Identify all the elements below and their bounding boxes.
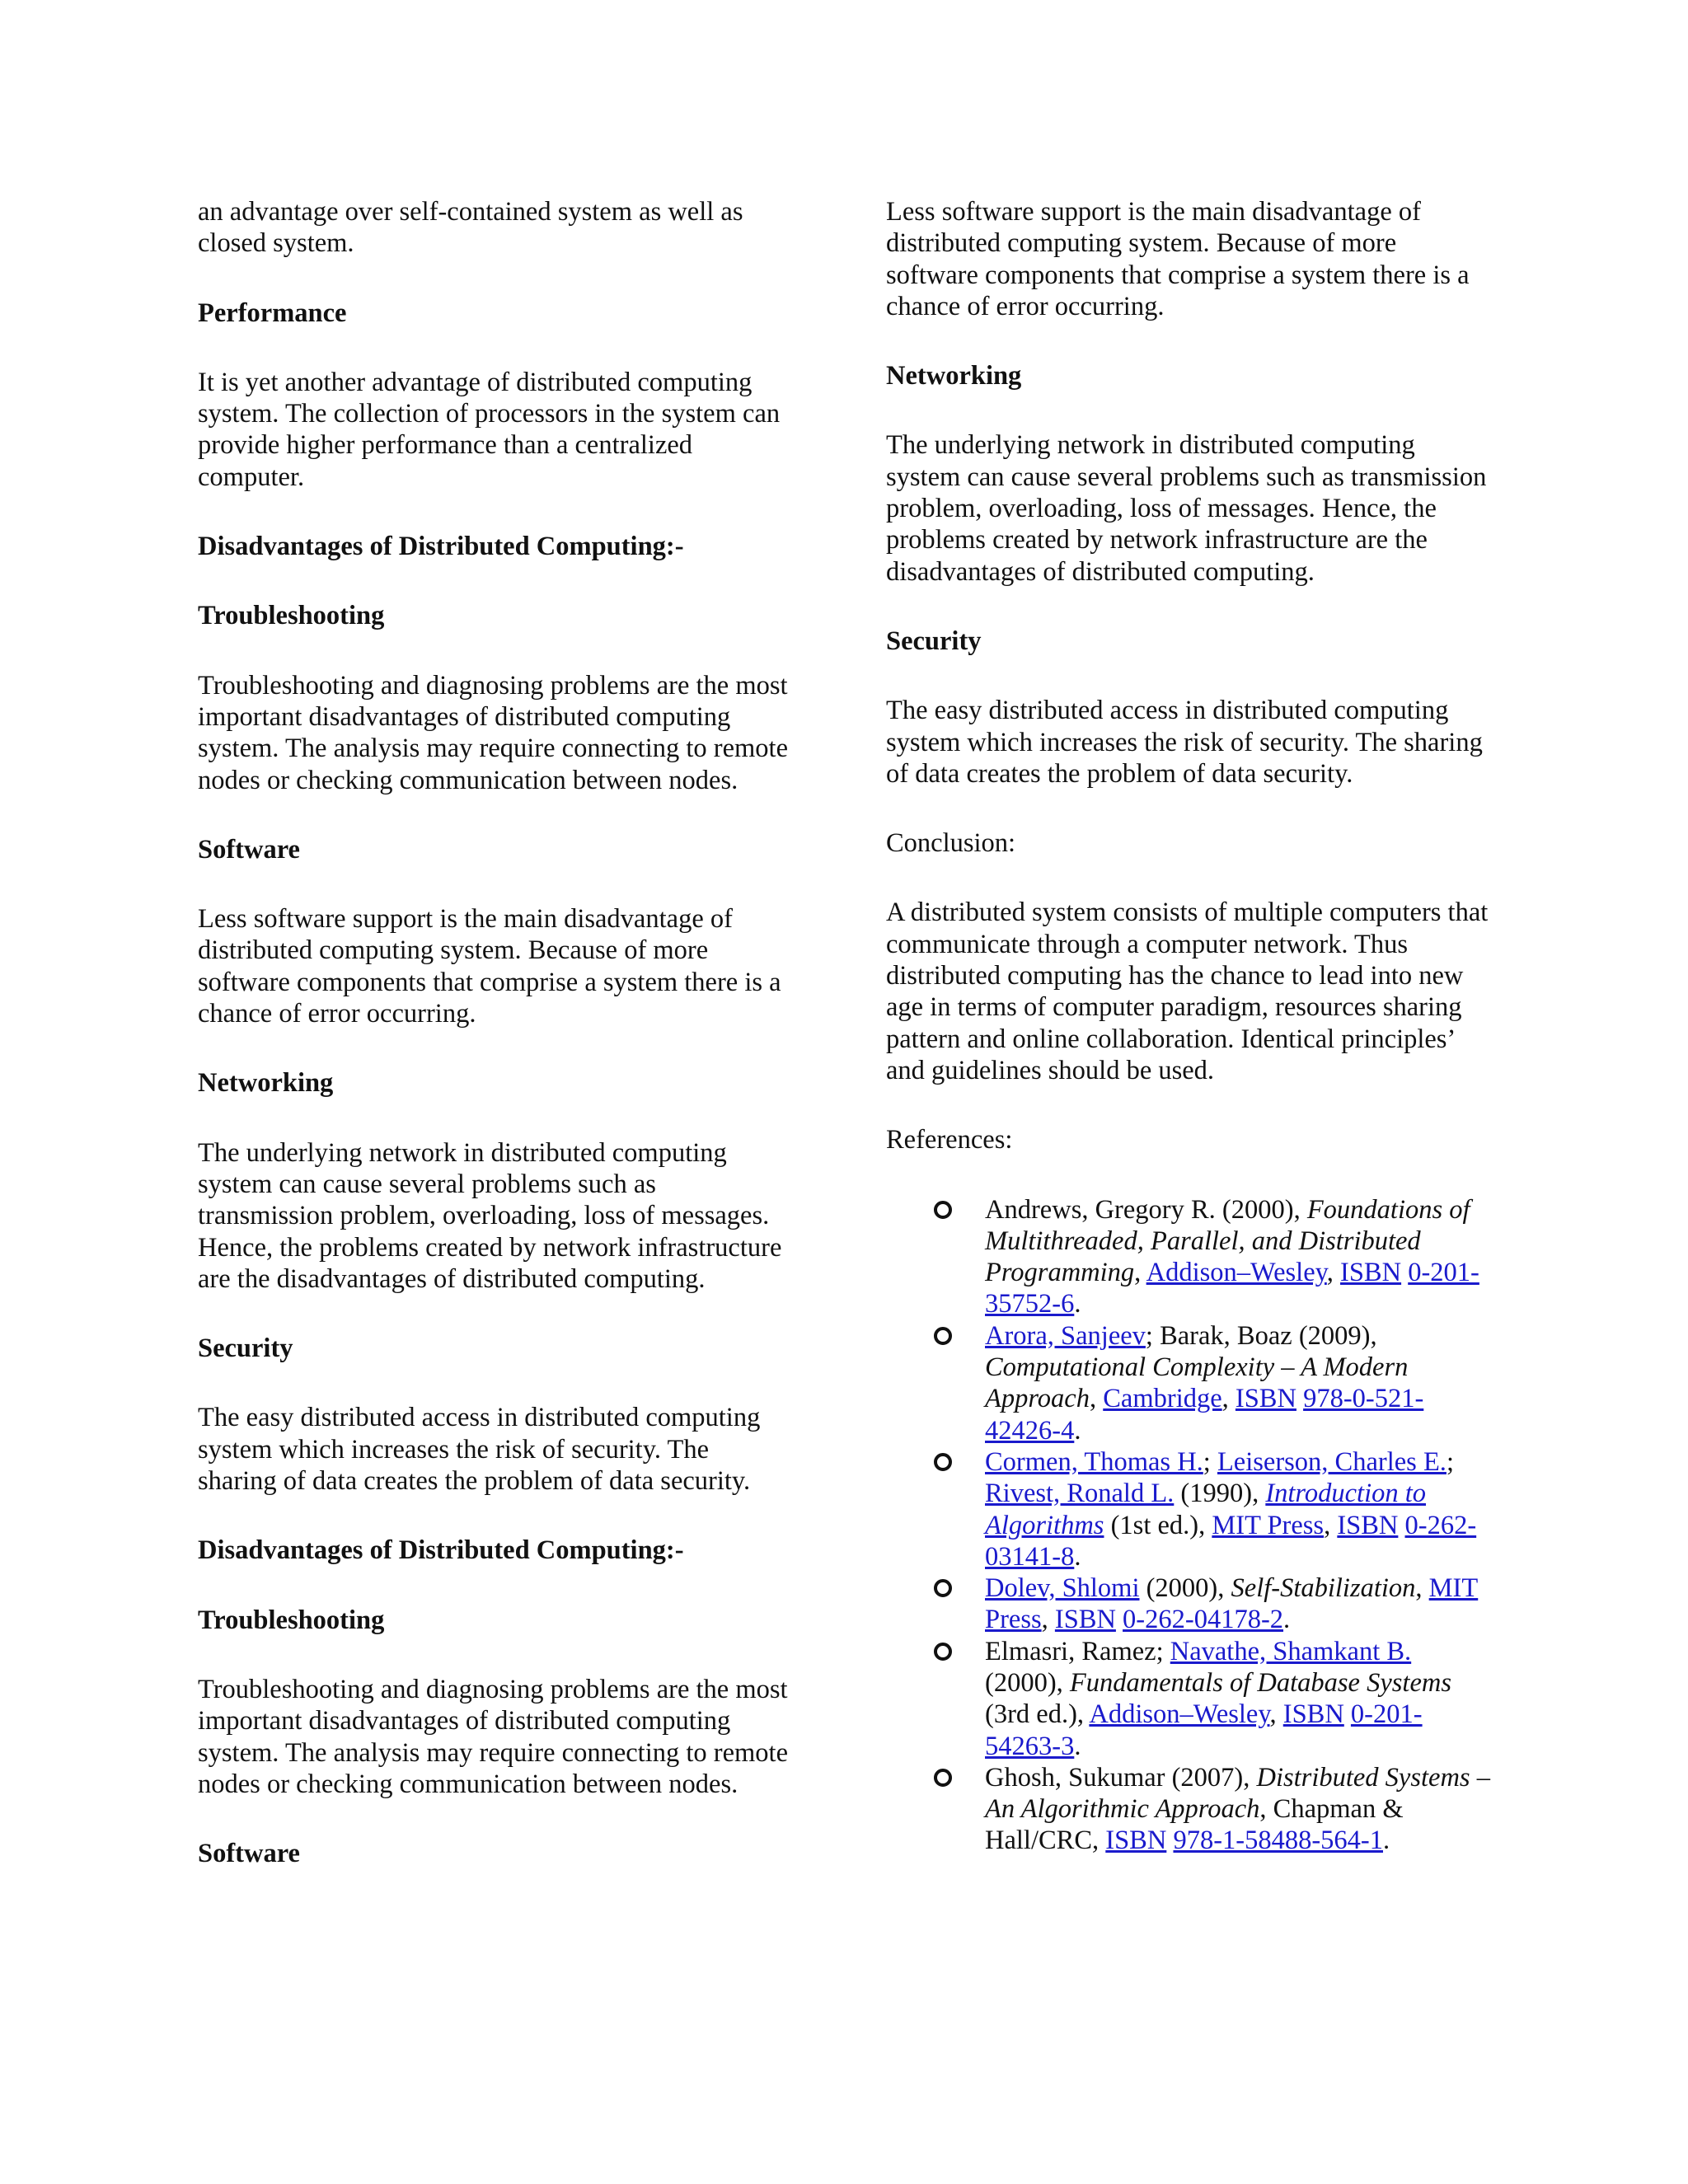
ref-author-link[interactable]: Rivest, Ronald L.	[985, 1479, 1175, 1509]
ref-publisher-link[interactable]: Addison–Wesley	[1089, 1699, 1270, 1730]
security-paragraph: The easy distributed access in distributed computing system which increases the risk of security. The sharing of data creates the problem of data security.	[198, 1403, 761, 1497]
ref-isbn-link[interactable]: 0-262-03141-8	[985, 1510, 1477, 1572]
ref-separator	[1401, 1258, 1408, 1287]
ref-separator	[1344, 1699, 1351, 1729]
ref-year: (1990),	[1174, 1479, 1266, 1509]
right-column	[886, 196, 1492, 1857]
ref-publisher-link[interactable]: Addison–Wesley	[1146, 1258, 1327, 1288]
left-column	[198, 196, 791, 1907]
security-paragraph-right: The easy distributed access in distributed computing system which increases the risk of security. The sharing of data creates the problem of data security.	[886, 696, 1483, 789]
ref-author-link[interactable]: Cormen, Thomas H.	[985, 1446, 1203, 1477]
disadvantages-heading: Disadvantages of Distributed Computing:-	[198, 532, 684, 562]
ref-isbn-label-link[interactable]: ISBN	[1337, 1510, 1399, 1540]
ref-isbn-label-link[interactable]: ISBN	[1340, 1258, 1402, 1288]
reference-item	[886, 1572, 1492, 1636]
ref-publisher-link[interactable]: Cambridge	[1103, 1384, 1222, 1414]
networking-heading: Networking	[198, 1068, 334, 1099]
reference-item	[886, 1194, 1492, 1320]
performance-heading: Performance	[198, 298, 347, 328]
security-heading-right: Security	[886, 626, 982, 656]
ref-author-link[interactable]: Leiserson, Charles E.	[1217, 1446, 1447, 1477]
ref-end: .	[1383, 1825, 1390, 1856]
ref-year: (2000),	[1139, 1573, 1231, 1604]
ref-author-link[interactable]: Arora, Sanjeev	[985, 1320, 1146, 1351]
disadvantages-heading-repeat: Disadvantages of Distributed Computing:-	[198, 1535, 684, 1566]
networking-paragraph-right: The underlying network in distributed computing system can cause several problems such as transmission problem, overloading, loss of messages. Hence, the problems created by network infrastructure are the disadvantages of distributed computing.	[886, 430, 1487, 587]
ref-isbn-label-link[interactable]: ISBN	[1054, 1605, 1116, 1635]
ref-title: Distributed Systems – An Algorithmic Approach	[985, 1762, 1490, 1825]
troubleshooting-heading: Troubleshooting	[198, 601, 385, 631]
ref-separator: ,	[1221, 1384, 1236, 1414]
ref-isbn-link[interactable]: 0-262-04178-2	[1123, 1605, 1284, 1635]
conclusion-label: Conclusion:	[886, 828, 1016, 859]
references-list	[886, 1194, 1492, 1857]
ref-separator	[1116, 1605, 1123, 1634]
circle-bullet-icon	[934, 1579, 952, 1597]
circle-bullet-icon	[934, 1643, 952, 1661]
ref-title: Self-Stabilization	[1231, 1573, 1416, 1604]
ref-separator	[1398, 1511, 1404, 1540]
ref-author-rest: ; Barak, Boaz (2009),	[1145, 1320, 1377, 1351]
ref-author-link[interactable]: Dolev, Shlomi	[985, 1573, 1140, 1604]
ref-separator: ;	[1203, 1446, 1217, 1477]
troubleshooting-heading-repeat: Troubleshooting	[198, 1605, 385, 1635]
software-paragraph-continued: Less software support is the main disadvantage of distributed computing system. Because of more software components that comprise a system there is a chance of error occurring.	[886, 197, 1470, 321]
reference-item	[886, 1446, 1492, 1572]
security-heading: Security	[198, 1333, 293, 1364]
ref-separator: ;	[1446, 1446, 1454, 1477]
networking-paragraph: The underlying network in distributed computing system can cause several problems such as transmission problem, overloading, loss of messages. Hence, the problems created by network infrastructure are the disadvantages of distributed computing.	[198, 1137, 782, 1294]
software-heading: Software	[198, 834, 300, 865]
troubleshooting-paragraph: Troubleshooting and diagnosing problems are the most important disadvantages of distributed computing system. The analysis may require connecting to remote nodes or checking communication between nodes.	[198, 670, 788, 795]
ref-title: Fundamentals of Database Systems	[1069, 1667, 1451, 1698]
troubleshooting-paragraph-repeat: Troubleshooting and diagnosing problems are the most important disadvantages of distributed computing system. The analysis may require connecting to remote nodes or checking communication between nodes.	[198, 1674, 788, 1799]
ref-publisher-link[interactable]: MIT Press	[1212, 1510, 1325, 1540]
ref-publisher: , Chapman & Hall/CRC,	[985, 1794, 1404, 1856]
ref-end: .	[1074, 1541, 1081, 1572]
ref-title: Computational Complexity – A Modern Approach	[985, 1352, 1409, 1414]
performance-paragraph: It is yet another advantage of distributed computing system. The collection of processors in the system can provide higher performance than a centralized computer.	[198, 367, 781, 492]
software-paragraph: Less software support is the main disadvantage of distributed computing system. Because of more software components that comprise a system there is a chance of error occurring.	[198, 904, 781, 1029]
ref-author: Andrews, Gregory R. (2000),	[985, 1194, 1307, 1225]
ref-isbn-link[interactable]: 0-201-54263-3	[985, 1699, 1423, 1761]
reference-item	[886, 1762, 1492, 1857]
networking-heading-right: Networking	[886, 361, 1022, 391]
ref-isbn-link[interactable]: 978-0-521-42426-4	[985, 1384, 1424, 1446]
ref-isbn-label-link[interactable]: ISBN	[1105, 1825, 1167, 1856]
ref-isbn-label-link[interactable]: ISBN	[1282, 1699, 1344, 1730]
ref-separator: ,	[1089, 1384, 1104, 1414]
circle-bullet-icon	[934, 1327, 952, 1345]
ref-isbn-link[interactable]: 0-201-35752-6	[985, 1258, 1479, 1319]
ref-isbn-link[interactable]: 978-1-58488-564-1	[1173, 1825, 1383, 1856]
circle-bullet-icon	[934, 1453, 952, 1471]
circle-bullet-icon	[934, 1769, 952, 1787]
ref-separator	[1296, 1384, 1303, 1413]
ref-separator: ,	[1326, 1258, 1341, 1288]
ref-year: (2000),	[985, 1667, 1070, 1698]
ref-separator: ,	[1415, 1573, 1429, 1604]
references-label: References:	[886, 1125, 1013, 1155]
conclusion-paragraph: A distributed system consists of multiple computers that communicate through a computer network. Thus distributed computing has the chance to lead into new age in terms of computer paradigm, resources sharing pattern and online collaboration. Identical principles’ and guidelines should be used.	[886, 898, 1489, 1085]
ref-publisher-link[interactable]: MIT Press	[985, 1573, 1479, 1635]
ref-edition: (1st ed.),	[1104, 1510, 1212, 1540]
ref-isbn-label-link[interactable]: ISBN	[1235, 1384, 1296, 1414]
ref-author: Elmasri, Ramez;	[985, 1636, 1170, 1666]
software-heading-repeat: Software	[198, 1839, 300, 1869]
ref-end: .	[1074, 1415, 1081, 1446]
ref-title: Foundations of Multithreaded, Parallel, and Distributed Programming	[985, 1194, 1470, 1288]
circle-bullet-icon	[934, 1201, 952, 1219]
ref-end: .	[1074, 1731, 1081, 1761]
ref-end: .	[1283, 1605, 1291, 1635]
ref-separator: ,	[1041, 1605, 1055, 1635]
reference-item	[886, 1320, 1492, 1446]
ref-end: .	[1074, 1289, 1081, 1319]
ref-edition: (3rd ed.),	[985, 1699, 1090, 1730]
reference-item	[886, 1636, 1492, 1762]
ref-author: Ghosh, Sukumar (2007),	[985, 1762, 1257, 1793]
ref-author-link[interactable]: Navathe, Shamkant B.	[1170, 1636, 1412, 1666]
ref-separator: ,	[1324, 1510, 1338, 1540]
intro-paragraph: an advantage over self-contained system as well as closed system.	[198, 197, 743, 259]
ref-title: Introduction to Algorithms	[985, 1479, 1427, 1540]
ref-separator: ,	[1269, 1699, 1283, 1730]
ref-separator: ,	[1134, 1258, 1146, 1288]
